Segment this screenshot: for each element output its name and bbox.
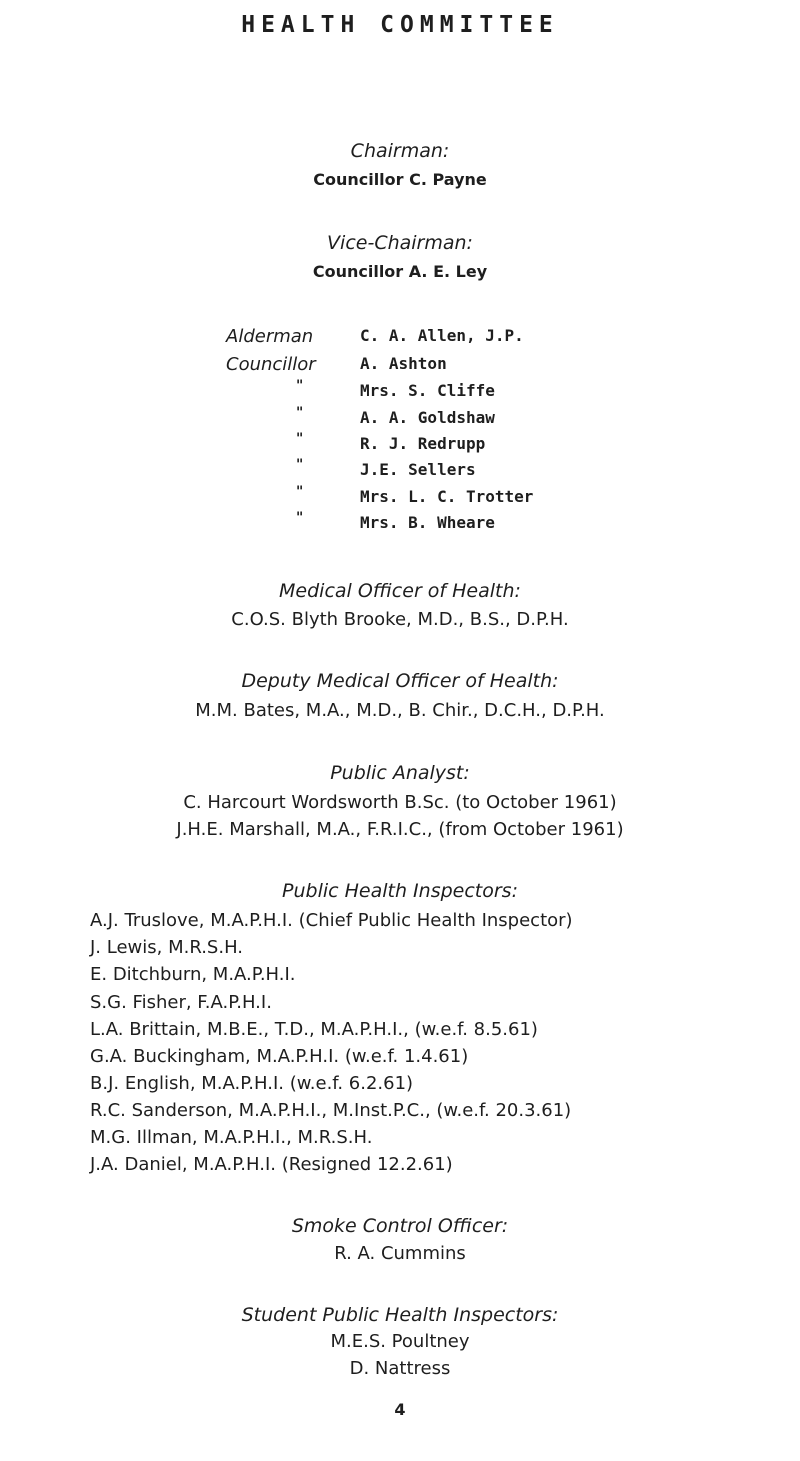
student-name: D. Nattress <box>349 1358 451 1379</box>
student-name: M.E.S. Poultney <box>330 1331 470 1352</box>
ditto-mark: " <box>296 457 304 473</box>
member-name: Mrs. S. Cliffe <box>360 381 495 400</box>
vice-chairman-name: Councillor A. E. Ley <box>312 262 488 281</box>
moh-name: C.O.S. Blyth Brooke, M.D., B.S., D.P.H. <box>231 609 569 630</box>
member-name: Mrs. B. Wheare <box>360 513 495 532</box>
ditto-mark: " <box>296 378 304 394</box>
inspector-line: R.C. Sanderson, M.A.P.H.I., M.Inst.P.C., (w.e.f. 20.3.61) <box>90 1100 572 1121</box>
inspector-line: J.A. Daniel, M.A.P.H.I. (Resigned 12.2.61) <box>90 1154 453 1175</box>
students-heading: Student Public Health Inspectors: <box>241 1304 559 1326</box>
ditto-mark: " <box>296 405 304 421</box>
member-name: A. Ashton <box>360 354 447 373</box>
page-title: HEALTH COMMITTEE <box>241 12 559 38</box>
page-number: 4 <box>394 1400 406 1419</box>
deputy-moh-name: M.M. Bates, M.A., M.D., B. Chir., D.C.H., D.P.H. <box>195 700 605 721</box>
analyst-line: C. Harcourt Wordsworth B.Sc. (to October 1961) <box>183 792 617 813</box>
ditto-mark: " <box>296 431 304 447</box>
member-name: J.E. Sellers <box>360 460 476 479</box>
member-role: Councillor <box>226 354 316 375</box>
analyst-line: J.H.E. Marshall, M.A., F.R.I.C., (from October 1961) <box>176 819 624 840</box>
chairman-name: Councillor C. Payne <box>313 170 487 189</box>
chairman-heading: Chairman: <box>350 140 450 162</box>
inspector-line: S.G. Fisher, F.A.P.H.I. <box>90 992 272 1013</box>
member-name: C. A. Allen, J.P. <box>360 326 524 345</box>
smoke-heading: Smoke Control Officer: <box>291 1215 509 1237</box>
member-name: A. A. Goldshaw <box>360 408 495 427</box>
member-name: Mrs. L. C. Trotter <box>360 487 534 506</box>
inspectors-heading: Public Health Inspectors: <box>282 880 518 902</box>
ditto-mark: " <box>296 484 304 500</box>
deputy-moh-heading: Deputy Medical Officer of Health: <box>241 670 559 692</box>
analyst-heading: Public Analyst: <box>330 762 470 784</box>
smoke-name: R. A. Cummins <box>334 1243 466 1264</box>
inspector-line: B.J. English, M.A.P.H.I. (w.e.f. 6.2.61) <box>90 1073 414 1094</box>
member-role: Alderman <box>226 326 314 347</box>
inspector-line: M.G. Illman, M.A.P.H.I., M.R.S.H. <box>90 1127 373 1148</box>
moh-heading: Medical Officer of Health: <box>279 580 521 602</box>
member-name: R. J. Redrupp <box>360 434 486 453</box>
ditto-mark: " <box>296 510 304 526</box>
inspector-line: L.A. Brittain, M.B.E., T.D., M.A.P.H.I., (w.e.f. 8.5.61) <box>90 1019 538 1040</box>
inspector-line: E. Ditchburn, M.A.P.H.I. <box>90 964 296 985</box>
inspector-line: G.A. Buckingham, M.A.P.H.I. (w.e.f. 1.4.61) <box>90 1046 469 1067</box>
inspector-line: A.J. Truslove, M.A.P.H.I. (Chief Public Health Inspector) <box>90 910 573 931</box>
inspector-line: J. Lewis, M.R.S.H. <box>90 937 244 958</box>
vice-chairman-heading: Vice-Chairman: <box>327 232 473 254</box>
